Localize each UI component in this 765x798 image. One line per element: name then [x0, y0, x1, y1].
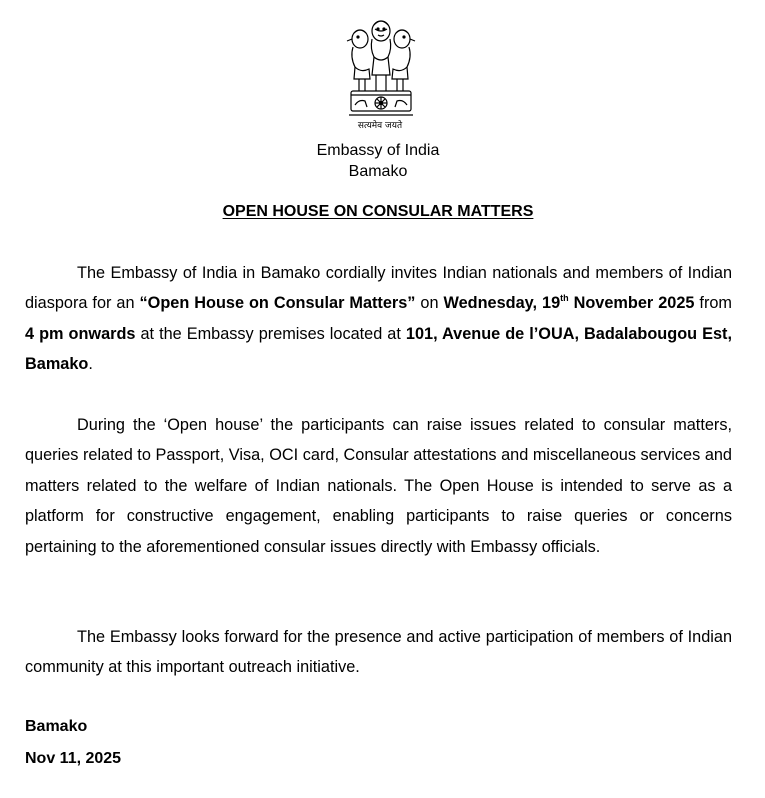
- signoff-place: Bamako: [25, 718, 88, 735]
- event-date: [444, 294, 695, 312]
- para1-text-5: .: [88, 355, 93, 374]
- event-time: 4 pm onwards: [25, 324, 136, 343]
- para1-text-2: on: [415, 294, 444, 313]
- paragraph-invitation: [25, 258, 732, 380]
- signoff-date: Nov 11, 2025: [25, 750, 122, 767]
- event-date-day: Wednesday, 19: [443, 294, 561, 313]
- embassy-city: Bamako: [348, 163, 408, 180]
- event-name: “Open House on Consular Matters”: [139, 294, 416, 313]
- event-address: 101, Avenue de l’OUA, Badalabougou Est, Bamako: [25, 324, 732, 374]
- para1-text-4: at the Embassy premises located at: [135, 324, 406, 343]
- para1-text-3: from: [694, 294, 732, 313]
- event-date-month-year: November 2025: [568, 294, 695, 313]
- event-date-suffix: th: [560, 293, 569, 304]
- emblem-motto: सत्यमेव जयते: [357, 121, 403, 131]
- document-title: OPEN HOUSE ON CONSULAR MATTERS: [222, 203, 534, 220]
- embassy-name: Embassy of India: [316, 142, 440, 159]
- paragraph-details: During the ‘Open house’ the participants can raise issues related to consular matters, queries related to Passport, Visa, OCI card, Consular attestations and miscellaneous services and matters related to the welfare of Indian nationals. The Open House is intended to serve as a platform for constructive engagement, enabling participants to raise queries or concerns pertaining to the aforementioned consular issues directly with Embassy officials.: [25, 416, 732, 556]
- ashoka-lion-capital-emblem-icon: [345, 15, 417, 121]
- paragraph-closing: The Embassy looks forward for the presence and active participation of members of Indian community at this important outreach initiative.: [25, 628, 732, 677]
- para1-text-1: The Embassy of India in Bamako cordially invites Indian nationals and members of Indian diaspora for an: [25, 264, 732, 313]
